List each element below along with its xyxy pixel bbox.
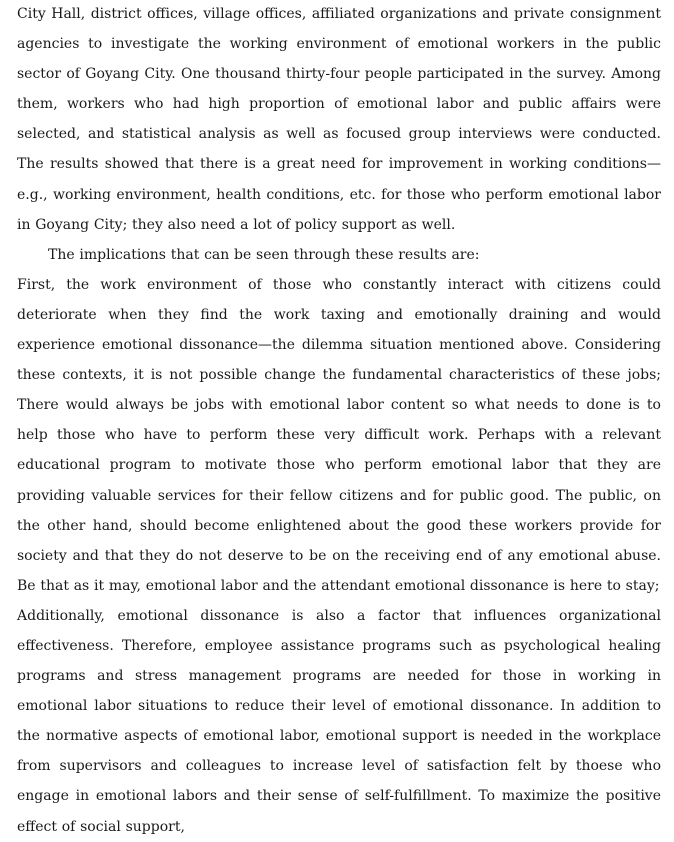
paragraph-additional-implication: Additionally, emotional dissonance is also a factor that influences organizational effectiveness. Therefore, employee assistance programs such as psychological healing programs and stress management programs are needed for those in working in emotional labor situations to reduce their level of emotional dissonance. In addition to the normative aspects of emotional labor, emotional support is needed in the workplace from supervisors and colleagues to increase level of satisfaction felt by thoese who engage in emotional labors and their sense of self-fulfillment. To maximize the positive effect of social support, [17, 607, 661, 835]
paragraph-implications-intro: The implications that can be seen through these results are: [48, 246, 480, 263]
paragraph-survey-summary: City Hall, district offices, village offices, affiliated organizations and private consignment agencies to investigate the working environment of emotional workers in the public sector of Goyang City. One thousand thirty-four people participated in the survey. Among them, workers who had high proportion of emotional labor and public affairs were selected, and statistical analysis as well as focused group interviews were conducted. The results showed that there is a great need for improvement in working conditions—e.g., working environment, health conditions, etc. for those who perform emotional labor in Goyang City; they also need a lot of policy support as well. [17, 6, 661, 233]
paragraph-first-implication: First, the work environment of those who constantly interact with citizens could deteriorate when they find the work taxing and emotionally draining and would experience emotional dissonance—the dilemma situation mentioned above. Considering these contexts, it is not possible change the fundamental characteristics of these jobs; There would always be jobs with emotional labor content so what needs to done is to help those who have to perform these very difficult work. Perhaps with a relevant educational program to motivate those who perform emotional labor that they are providing valuable services for their fellow citizens and for public good. The public, on the other hand, should become enlightened about the good these workers provide for society and that they do not deserve to be on the receiving end of any emotional abuse. Be that as it may, emotional labor and the attendant emotional dissonance is here to stay; [17, 276, 661, 594]
